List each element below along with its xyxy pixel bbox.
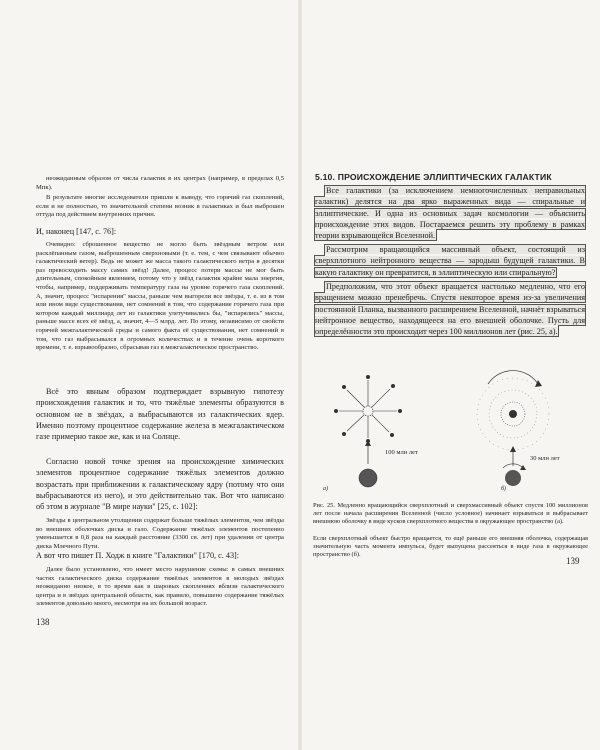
right-paragraph-1-text: Все галактики (за исключением немногочисленных неправильных галактик) делятся на два ярко выраженных вида — спиральные и эллиптические. И одна из основных задач космологии — объяснить происхождение этих видов. Постараемся решить эту проблему в рамках теории взрывающейся Вселенной. bbox=[315, 186, 585, 241]
panel-a-seed bbox=[359, 469, 377, 487]
right-paragraph-2-text: Рассмотрим вращающийся массивный объект, состоящий из сверхплотного нейтронного вещества — зародыш будущей галактики. В какую галактику он превратится, в эллиптическую или спиральную? bbox=[315, 245, 585, 277]
right-paragraph-3 bbox=[315, 281, 585, 337]
left-body-2: Всё это явным образом подтверждает взрывную гипотезу происхождения галактик и то, что тяжёлые элементы образуются в основном не в звёздах, а выбрасываются из галактических ядер. Именно поэтому процентное содержание железа в межгалактическом газе примерно такое же, как и на Солнце. bbox=[36, 387, 284, 442]
left-body-4: А вот что пишет П. Ходж в книге "Галактики" [170, с. 43]: bbox=[36, 551, 240, 560]
left-body-1: И, наконец [147, с. 76]: bbox=[36, 227, 117, 236]
panel-a-explosion bbox=[334, 375, 402, 443]
figure-caption-continued: Если сверхплотный объект быстро вращается, то ещё раньше его внешняя оболочка, содержащая значительную часть момента импульса, будет выпущена рассеяться в виде газа в окружающее пространство (б). bbox=[313, 535, 588, 559]
section-title: 5.10. ПРОИСХОЖДЕНИЕ ЭЛЛИПТИЧЕСКИХ ГАЛАКТИК bbox=[315, 172, 552, 182]
left-quote-2: Звёзды в центральном утолщении содержат больше тяжёлых элементов, чем звёзды во внешних оболочках диска и гало. Содержание тяжёлых элементов постепенно уменьшается в 0,8 раза на каждый расстояние (3300 св. лет) при удалении от центра диска Млечного Пути. bbox=[36, 517, 284, 550]
figure-25-illustration bbox=[313, 366, 588, 496]
left-quote-3: Далее было установлено, что имеет место нарушение схемы: в самых внешних частях галактического диска содержание тяжёлых элементов в молодых звёздах неожиданно низкое, в то время как в шаровых скоплениях вблизи галактического центра и в звёздах центральной области, как правило, повышено содержание тяжёлых элементов довольно много, несмотря на их большой возраст. bbox=[36, 566, 284, 608]
right-paragraph-3-text: Предположим, что этот объект вращается настолько медленно, что его вращением можно пренебречь. Спустя некоторое время из-за увеличения постоянной Планка, вызванного расширением Вселенной, начнёт взрываться нейтронное вещество, находящееся на его внешней оболочке. Пусть для определённости это происходит через 100 миллионов лет (рис. 25, а). bbox=[315, 282, 585, 337]
panel-a-label: а) bbox=[323, 486, 328, 492]
panel-b-arrow bbox=[510, 446, 516, 466]
left-small-text-2: В результате многие исследователи пришли к выводу, что горячий газ скоплений, если и не полностью, то значительной степени возник в галактиках и был выброшен оттуда под действием внутренних причин. bbox=[36, 194, 284, 219]
right-page-number: 139 bbox=[566, 556, 580, 566]
label-100-million-years: 100 млн лет bbox=[385, 449, 418, 456]
book-gutter bbox=[298, 0, 302, 750]
figure-caption: Рис. 25. Медленно вращающийся сверхплотный и сверхмассивный объект спустя 100 миллионов лет после начала расширения Вселенной (число условное) начинает взрываться и выбрасывает внешнюю оболочку в виде кусков сверхплотного вещества в окружающее пространство (а). bbox=[313, 502, 588, 526]
figure-25 bbox=[313, 366, 588, 496]
label-30-million-years: 30 млн лет bbox=[530, 455, 560, 462]
panel-b-gas-cloud bbox=[477, 378, 549, 450]
left-body-3: Согласно новой точке зрения на происхождение химических элементов процентное содержание тяжёлых элементов должно возрастать при приближении к галактическому ядру (потому что они выбрасываются из него), и это действительно так. Вот что написано об этом в журнале "В мире науки" [25, с. 102]: bbox=[36, 457, 284, 512]
left-quote-1: Очевидно: сброшенное вещество не могло быть звёздным ветром или расклёпанным газом, выброшенным сверхновыми (т. е. тем, с чем связывают обычно галактический ветер). Ведь не может же масса такого галактического ветра в десятки раз превосходить массу самих звёзд! Далее, процесс потери массы не мог быть длительным, спокойным явлением, потому что у звёзд галактик крайне мала энергия, чтобы, например, поддерживать температуру газа на уровне горячего газа скоплений. А, значит, процесс "испарения" массы, раньше чем выгорели все звёзды, т. е. из в том или ином виде существования, нет сомнений в том, что содержание горячего газа при котором каждый миллиард лет из галактики улетучивались бы, "испарялись" массы, раньше массе всех её звёзд, а, значит, 4—5 млрд. лет. По этому, независимо от свойств горячей межгалактической среды и самого факта её существования, нет сомнений в том, что газ выбрасывался в огромных количествах и в течение очень короткого времени, т. е. взрывообразно, сбрасывая газ в межгалактическое пространство. bbox=[36, 241, 284, 352]
panel-b-rotation-arrow bbox=[488, 371, 542, 387]
right-paragraph-1 bbox=[315, 185, 585, 241]
right-paragraph-2 bbox=[315, 244, 585, 278]
panel-a-arrow bbox=[365, 440, 371, 464]
left-small-text-1: неожиданным образом от числа галактик в их центрах (например, в пределах 0,5 Мпк). bbox=[36, 175, 284, 191]
panel-b-seed bbox=[503, 464, 526, 486]
panel-b-label: б) bbox=[501, 486, 507, 492]
left-page-number: 138 bbox=[36, 617, 50, 627]
